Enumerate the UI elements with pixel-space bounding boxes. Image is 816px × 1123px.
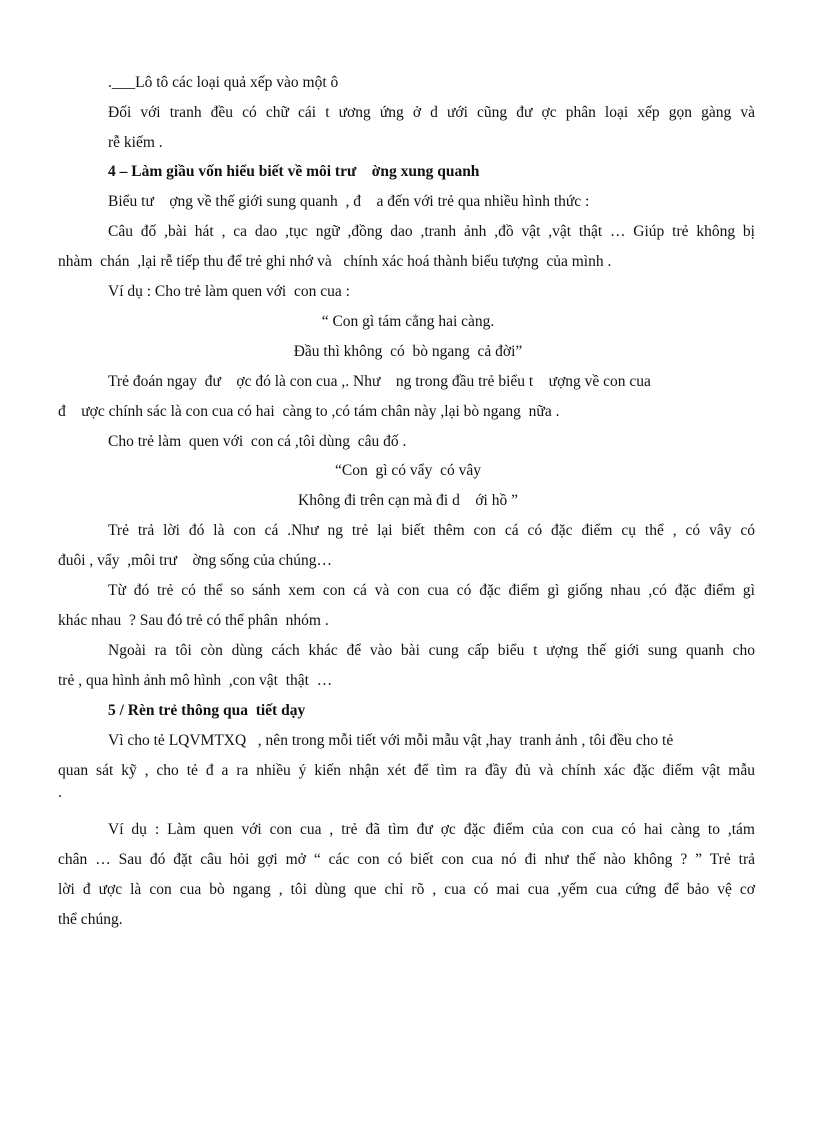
paragraph-line: chân … Sau đó đặt câu hỏi gợi mở “ các con có biết con cua nó đi như thế nào không ? ” Trẻ trả [58,851,755,868]
section-heading-5: 5 / Rèn trẻ thông qua tiết dạy [108,702,306,719]
paragraph-line: lời đ ược là con cua bò ngang , tôi dùng que chỉ rõ , cua có mai cua ,yếm cua cứng để bảo vệ cơ [58,881,755,898]
paragraph-line: rễ kiếm . [108,134,163,151]
paragraph-line: Từ đó trẻ có thể so sánh xem con cá và con cua có đặc điểm gì giống nhau ,có đặc điểm gì [108,582,755,599]
paragraph-line: Vì cho tẻ LQVMTXQ , nên trong mỗi tiết với mỗi mẫu vật ,hay tranh ảnh , tôi đều cho tẻ [108,732,674,749]
line-text: Lô tô các loại quả xếp vào một ô [135,74,339,91]
section-heading-4: 4 – Làm giầu vốn hiểu biết về môi trư ờng xung quanh [108,163,480,180]
paragraph-line: Ngoài ra tôi còn dùng cách khác để vào bài cung cấp biểu t ượng thế giới sung quanh cho [108,642,755,659]
paragraph-line: khác nhau ? Sau đó trẻ có thể phân nhóm . [58,612,329,629]
paragraph-line: đ ược chính sác là con cua có hai càng to ,có tám chân này ,lại bò ngang nữa . [58,403,560,420]
dash-marker: .___ [108,74,136,91]
paragraph-line: Cho trẻ làm quen với con cá ,tôi dùng câu đố . [108,433,407,450]
paragraph-line: Trẻ đoán ngay đư ợc đó là con cua ,. Như ng trong đầu trẻ biểu t ượng về con cua [108,373,651,390]
paragraph-line: quan sát kỹ , cho tẻ đ a ra nhiều ý kiến nhận xét để tìm ra đầy đủ và chính xác đặc điểm vật mẫu [58,762,755,779]
paragraph-line: . [58,784,62,801]
paragraph-line: nhàm chán ,lại rễ tiếp thu để trẻ ghi nhớ và chính xác hoá thành biểu tượng của mình . [58,253,612,270]
list-line [108,68,338,98]
riddle-line: “Con gì có vẩy có vây [335,462,481,479]
paragraph-line: Ví dụ : Làm quen với con cua , trẻ đã tìm đư ợc đặc điểm của con cua có hai càng to ,tám [108,821,755,838]
paragraph-line: Ví dụ : Cho trẻ làm quen với con cua : [108,283,350,300]
paragraph-line: Biểu tư ợng về thế giới sung quanh , đ a đến với trẻ qua nhiều hình thức : [108,193,590,210]
riddle-line: “ Con gì tám cẳng hai càng. [321,313,495,330]
paragraph-line: Trẻ trả lời đó là con cá .Như ng trẻ lại biết thêm con cá có đặc điểm cụ thể , có vây có [108,522,755,539]
riddle-line: Đầu thì không có bò ngang cả đời” [293,343,523,360]
paragraph-line: trẻ , qua hình ảnh mô hình ,con vật thật … [58,672,333,689]
paragraph-line: Đối với tranh đều có chữ cái t ương ứng ở d ưới cũng đư ợc phân loại xếp gọn gàng và [108,104,755,121]
paragraph-line: đuôi , vẩy ,môi trư ờng sống của chúng… [58,552,333,569]
paragraph-line: thể chúng. [58,911,123,928]
riddle-line: Không đi trên cạn mà đi d ới hồ ” [298,492,518,509]
paragraph-line: Câu đố ,bài hát , ca dao ,tục ngữ ,đồng dao ,tranh ảnh ,đồ vật ,vật thật … Giúp trẻ không bị [108,223,755,240]
